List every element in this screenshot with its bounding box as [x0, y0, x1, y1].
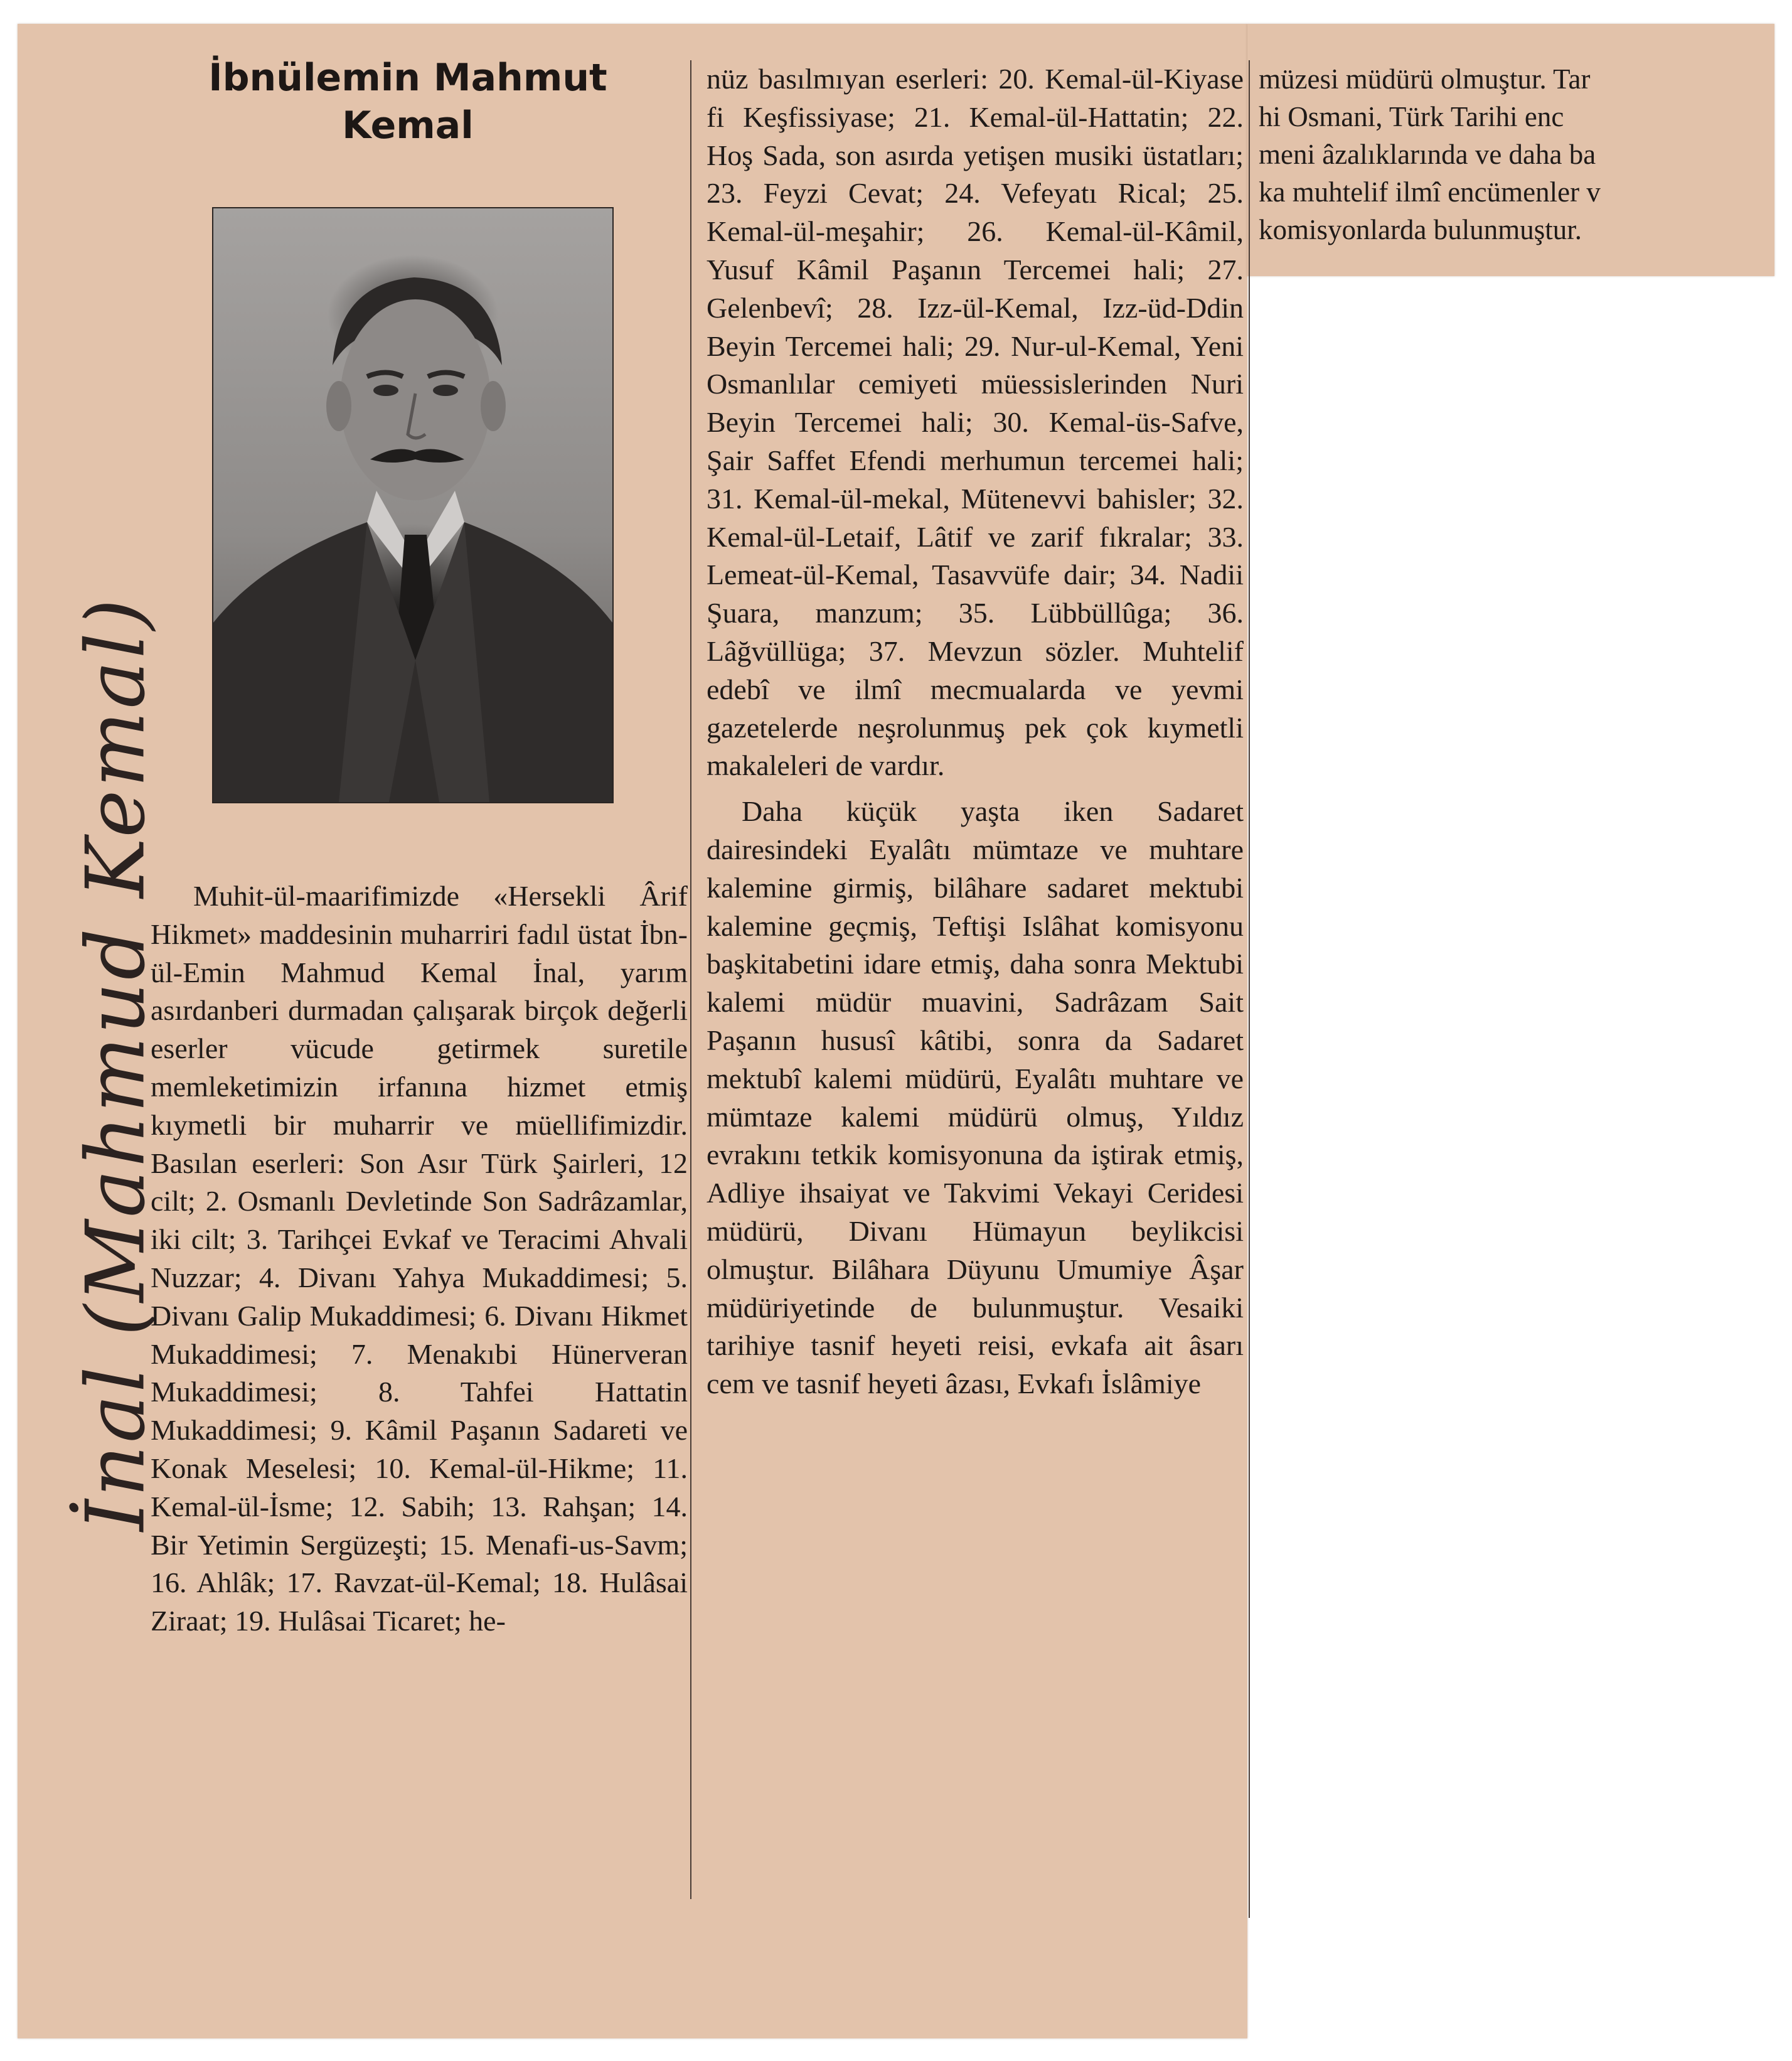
column-rule-2 — [1249, 60, 1250, 1918]
right-fragment-line-3: meni âzalıklarında ve daha ba — [1259, 139, 1596, 170]
right-fragment-column — [1259, 60, 1787, 249]
handwritten-text: İnal (Mahmud Kemal) — [69, 596, 163, 1531]
headline-line-1: İbnülemin Mahmut — [208, 56, 607, 100]
article-headline — [151, 54, 665, 149]
right-fragment-line-1: müzesi müdürü olmuştur. Tar — [1259, 63, 1591, 95]
middle-column-paragraph-1: nüz basılmıyan eserleri: 20. Kemal-ül-Kiyase fi Keşfissiyase; 21. Kemal-ül-Hattatin; 22. Hoş Sada, son asırda yetişen musiki üstatları; 23. Feyzi Cevat; 24. Vefeyatı Rical; 25. Kemal-ül-meşahir; 26. Kemal-ül-Kâmil, Yusuf Kâmil Paşanın Tercemei hali; 27. Gelenbevî; 28. Izz-ül-Kemal, Izz-üd-Ddin Beyin Tercemei hali; 29. Nur-ul-Kemal, Yeni Osmanlılar cemiyeti müessislerinden Nuri Beyin Tercemei hali; 30. Kemal-üs-Safve, Şair Saffet Efendi merhumun tercemei hali; 31. Kemal-ül-mekal, Mütenevvi bahisler; 32. Kemal-ül-Letaif, Lâtif ve zarif fıkralar; 33. Lemeat-ül-Kemal, Tasavvüfe dair; 34. Nadii Şuara, manzum; 35. Lübbüllûga; 36. Lâğvüllüga; 37. Mevzun sözler. Muhtelif edebî ve ilmî mecmualarda ve yevmi gazetelerde neşrolunmuş pek çok kıymetli makaleleri de vardır. — [707, 63, 1244, 782]
right-fragment-line-5: komisyonlarda bulunmuştur. — [1259, 214, 1582, 245]
left-column — [151, 877, 688, 1641]
right-fragment-line-4: ka muhtelif ilmî encümenler v — [1259, 176, 1601, 208]
headline-line-2: Kemal — [342, 104, 474, 147]
portrait-photo — [212, 207, 614, 803]
portrait-illustration — [213, 208, 612, 802]
left-column-text: Muhit-ül-maarifimizde «Hersekli Ârif Hikmet» maddesinin muharriri fadıl üstat İbn-ül-Emin Mahmud Kemal İnal, yarım asırdanberi durmadan çalışarak birçok değerli eserler vücude getirmek suretile memleketimizin irfanına hizmet etmiş kıymetli bir muharrir ve müellifimizdir. Basılan eserleri: Son Asır Türk Şairleri, 12 cilt; 2. Osmanlı Devletinde Son Sadrâzamlar, iki cilt; 3. Tarihçei Evkaf ve Teracimi Ahvali Nuzzar; 4. Divanı Yahya Mukaddimesi; 5. Divanı Galip Mukaddimesi; 6. Divanı Hikmet Mukaddimesi; 7. Menakıbi Hünerveran Mukaddimesi; 8. Tahfei Hattatin Mukaddimesi; 9. Kâmil Paşanın Sadareti ve Konak Meselesi; 10. Kemal-ül-Hikme; 11. Kemal-ül-İsme; 12. Sabih; 13. Rahşan; 14. Bir Yetimin Sergüzeşti; 15. Menafi-us-Savm; 16. Ahlâk; 17. Ravzat-ül-Kemal; 18. Hulâsai Ziraat; 19. Hulâsai Ticaret; he- — [151, 880, 688, 1637]
middle-column — [707, 60, 1244, 1403]
middle-column-paragraph-2: Daha küçük yaşta iken Sadaret dairesindeki Eyalâtı mümtaze ve muhtare kalemine girmiş, bilâhare sadaret mektubi kalemine geçmiş, Teftişi Islâhat komisyonu başkitabetini idare etmiş, daha sonra Mektubi kalemi müdür muavini, Sadrâzam Sait Paşanın hususî kâtibi, sonra da Sadaret mektubî kalemi müdürü, Eyalâtı muhtare ve mümtaze kalemi müdürü olmuş, Yıldız evrakını tetkik komisyonuna da iştirak etmiş, Adliye ihsaiyat ve Takvimi Vekayi Ceridesi müdürü, Divanı Hümayun beylikcisi olmuştur. Bilâhara Düyunu Umumiye Âşar müdüriyetinde de bulunmuştur. Vesaiki tarihiye tasnif heyeti reisi, evkafa ait âsarı cem ve tasnif heyeti âzası, Evkafı İslâmiye — [707, 795, 1244, 1400]
column-rule-1 — [690, 60, 691, 1899]
right-fragment-line-2: hi Osmani, Türk Tarihi enc — [1259, 101, 1564, 132]
